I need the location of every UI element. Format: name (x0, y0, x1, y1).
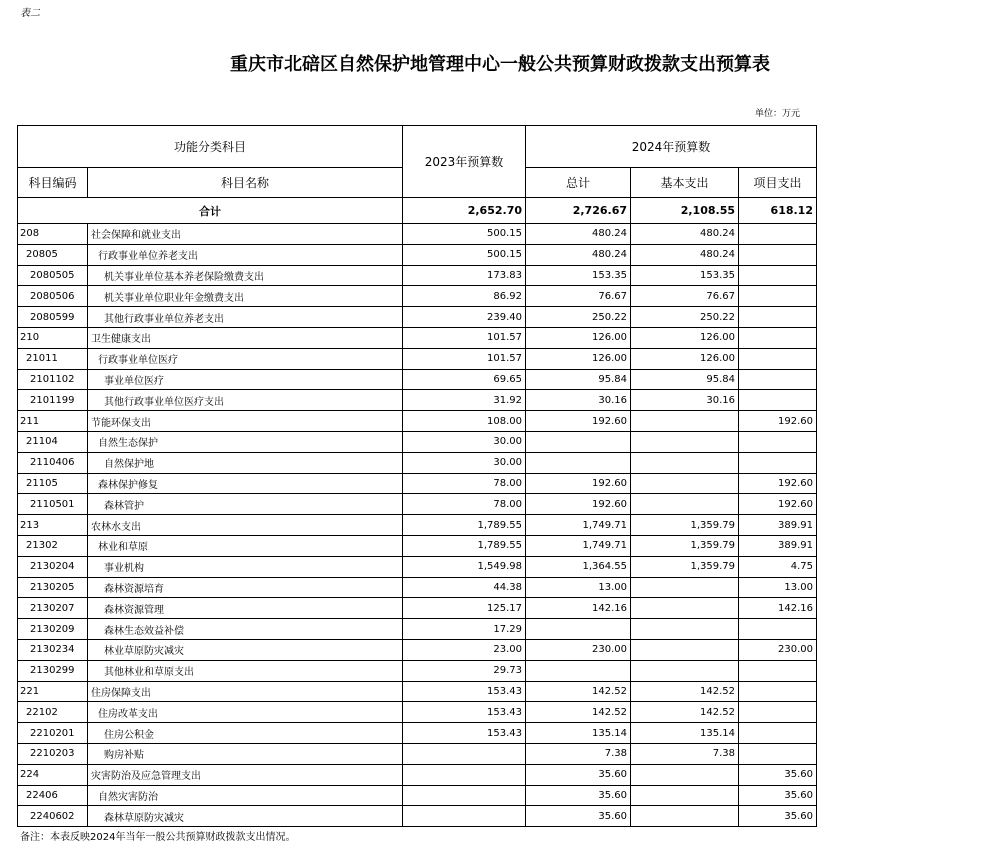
row-2023: 500.15 (403, 224, 526, 245)
row-code: 2240602 (18, 806, 88, 827)
table-row (18, 265, 817, 286)
row-2024-project: 389.91 (739, 535, 817, 556)
row-code: 22406 (18, 785, 88, 806)
row-2024-total: 1,749.71 (526, 515, 631, 536)
row-name: 行政事业单位医疗 (88, 348, 403, 369)
row-name: 社会保障和就业支出 (88, 224, 403, 245)
row-name: 森林生态效益补偿 (88, 619, 403, 640)
row-2024-basic (631, 411, 739, 432)
row-2024-basic (631, 431, 739, 452)
row-2023: 101.57 (403, 348, 526, 369)
row-2024-basic (631, 577, 739, 598)
row-name: 卫生健康支出 (88, 327, 403, 348)
table-row (18, 743, 817, 764)
total-2024-project: 618.12 (739, 198, 817, 224)
table-row (18, 244, 817, 265)
row-2024-project (739, 265, 817, 286)
row-2024-total (526, 452, 631, 473)
row-2024-basic: 135.14 (631, 723, 739, 744)
row-2024-basic (631, 619, 739, 640)
row-name: 森林草原防灾减灾 (88, 806, 403, 827)
row-2024-total: 35.60 (526, 806, 631, 827)
row-2024-basic: 126.00 (631, 327, 739, 348)
table-row (18, 556, 817, 577)
row-2023: 1,789.55 (403, 535, 526, 556)
row-2023: 125.17 (403, 598, 526, 619)
row-code: 2130207 (18, 598, 88, 619)
row-2023: 69.65 (403, 369, 526, 390)
row-2023: 78.00 (403, 473, 526, 494)
row-2024-basic: 480.24 (631, 244, 739, 265)
table-number-tag: 表二 (20, 8, 40, 19)
row-2024-project: 192.60 (739, 411, 817, 432)
table-row (18, 723, 817, 744)
row-2024-total: 142.52 (526, 681, 631, 702)
row-code: 213 (18, 515, 88, 536)
row-code: 2080505 (18, 265, 88, 286)
row-code: 211 (18, 411, 88, 432)
table-row (18, 327, 817, 348)
row-name: 自然灾害防治 (88, 785, 403, 806)
row-2024-project: 4.75 (739, 556, 817, 577)
header-total: 总计 (526, 168, 631, 198)
row-2024-total: 7.38 (526, 743, 631, 764)
row-2023: 30.00 (403, 431, 526, 452)
row-2024-project (739, 286, 817, 307)
row-name: 机关事业单位职业年金缴费支出 (88, 286, 403, 307)
row-2024-project: 230.00 (739, 639, 817, 660)
row-code: 2130205 (18, 577, 88, 598)
row-2024-total: 126.00 (526, 348, 631, 369)
row-2024-project (739, 619, 817, 640)
row-2024-project: 389.91 (739, 515, 817, 536)
row-2023: 86.92 (403, 286, 526, 307)
table-row (18, 764, 817, 785)
header-func-category: 功能分类科目 (18, 126, 403, 168)
row-name: 自然生态保护 (88, 431, 403, 452)
table-row (18, 224, 817, 245)
row-name: 事业单位医疗 (88, 369, 403, 390)
row-2023: 78.00 (403, 494, 526, 515)
row-name: 住房改革支出 (88, 702, 403, 723)
row-2024-total: 142.52 (526, 702, 631, 723)
row-name: 其他林业和草原支出 (88, 660, 403, 681)
row-2024-basic: 1,359.79 (631, 515, 739, 536)
row-2024-basic: 480.24 (631, 224, 739, 245)
row-2023 (403, 785, 526, 806)
row-name: 自然保护地 (88, 452, 403, 473)
row-2024-project (739, 743, 817, 764)
data-rows (18, 224, 817, 827)
row-2024-total: 76.67 (526, 286, 631, 307)
row-code: 20805 (18, 244, 88, 265)
table-row (18, 348, 817, 369)
row-2023 (403, 743, 526, 764)
row-2024-total: 1,749.71 (526, 535, 631, 556)
row-2024-project (739, 431, 817, 452)
row-code: 2110406 (18, 452, 88, 473)
header-2024-budget: 2024年预算数 (526, 126, 817, 168)
row-name: 森林资源培育 (88, 577, 403, 598)
total-2024-total: 2,726.67 (526, 198, 631, 224)
row-code: 2130204 (18, 556, 88, 577)
header-project: 项目支出 (739, 168, 817, 198)
row-2023: 17.29 (403, 619, 526, 640)
row-2024-project (739, 452, 817, 473)
table-row (18, 307, 817, 328)
header-code: 科目编码 (18, 168, 88, 198)
row-2023: 30.00 (403, 452, 526, 473)
row-2024-project: 192.60 (739, 473, 817, 494)
table-row (18, 494, 817, 515)
row-2024-basic: 30.16 (631, 390, 739, 411)
row-name: 森林资源管理 (88, 598, 403, 619)
row-code: 208 (18, 224, 88, 245)
row-2024-basic: 142.52 (631, 702, 739, 723)
row-2024-project: 13.00 (739, 577, 817, 598)
row-2024-total: 192.60 (526, 473, 631, 494)
total-2023: 2,652.70 (403, 198, 526, 224)
row-2023: 29.73 (403, 660, 526, 681)
row-code: 2101102 (18, 369, 88, 390)
row-2024-total: 230.00 (526, 639, 631, 660)
row-2024-project (739, 369, 817, 390)
row-code: 224 (18, 764, 88, 785)
row-2024-basic: 1,359.79 (631, 556, 739, 577)
row-name: 林业和草原 (88, 535, 403, 556)
row-code: 2210201 (18, 723, 88, 744)
row-2024-project (739, 224, 817, 245)
row-2024-total: 480.24 (526, 244, 631, 265)
row-2024-project: 35.60 (739, 785, 817, 806)
row-2024-project (739, 307, 817, 328)
row-2024-basic: 76.67 (631, 286, 739, 307)
row-2024-total: 135.14 (526, 723, 631, 744)
row-code: 2130209 (18, 619, 88, 640)
row-2023 (403, 806, 526, 827)
row-2023 (403, 764, 526, 785)
row-2024-project: 35.60 (739, 764, 817, 785)
row-code: 2080506 (18, 286, 88, 307)
table-row (18, 577, 817, 598)
row-2024-project (739, 244, 817, 265)
row-2024-total (526, 660, 631, 681)
row-2024-total: 192.60 (526, 411, 631, 432)
table-row (18, 598, 817, 619)
row-code: 2130299 (18, 660, 88, 681)
row-2024-total: 95.84 (526, 369, 631, 390)
row-2024-basic (631, 785, 739, 806)
row-2024-project: 142.16 (739, 598, 817, 619)
row-2024-total: 30.16 (526, 390, 631, 411)
table-row (18, 473, 817, 494)
row-2024-basic (631, 452, 739, 473)
row-2024-basic: 250.22 (631, 307, 739, 328)
table-row (18, 286, 817, 307)
table-row (18, 515, 817, 536)
row-2024-total: 480.24 (526, 224, 631, 245)
row-name: 住房保障支出 (88, 681, 403, 702)
row-2024-basic (631, 806, 739, 827)
row-name: 森林管护 (88, 494, 403, 515)
row-2024-basic (631, 598, 739, 619)
row-2024-total: 142.16 (526, 598, 631, 619)
row-code: 2110501 (18, 494, 88, 515)
row-2024-basic: 7.38 (631, 743, 739, 764)
row-2023: 44.38 (403, 577, 526, 598)
table-row (18, 369, 817, 390)
row-2023: 31.92 (403, 390, 526, 411)
row-2024-basic: 126.00 (631, 348, 739, 369)
table-row (18, 411, 817, 432)
total-label: 合计 (18, 198, 403, 224)
total-row (18, 198, 817, 224)
row-2024-basic (631, 494, 739, 515)
row-2024-basic: 95.84 (631, 369, 739, 390)
row-name: 农林水支出 (88, 515, 403, 536)
row-2023: 500.15 (403, 244, 526, 265)
row-2024-total: 13.00 (526, 577, 631, 598)
table-row (18, 452, 817, 473)
row-2024-basic (631, 660, 739, 681)
row-2024-project: 192.60 (739, 494, 817, 515)
row-name: 住房公积金 (88, 723, 403, 744)
row-2024-total (526, 431, 631, 452)
unit-label: 单位：万元 (754, 109, 800, 119)
row-2024-project (739, 327, 817, 348)
table-row (18, 660, 817, 681)
row-name: 购房补贴 (88, 743, 403, 764)
row-name: 森林保护修复 (88, 473, 403, 494)
row-code: 22102 (18, 702, 88, 723)
row-2023: 108.00 (403, 411, 526, 432)
row-2024-total (526, 619, 631, 640)
table-row (18, 681, 817, 702)
table-row (18, 390, 817, 411)
row-name: 行政事业单位养老支出 (88, 244, 403, 265)
row-2023: 101.57 (403, 327, 526, 348)
budget-table (17, 125, 817, 827)
row-code: 221 (18, 681, 88, 702)
row-code: 21011 (18, 348, 88, 369)
row-2023: 23.00 (403, 639, 526, 660)
row-2024-basic (631, 764, 739, 785)
row-name: 其他行政事业单位养老支出 (88, 307, 403, 328)
table-row (18, 806, 817, 827)
row-2024-basic: 142.52 (631, 681, 739, 702)
row-2024-project (739, 702, 817, 723)
row-2024-total: 126.00 (526, 327, 631, 348)
row-code: 21105 (18, 473, 88, 494)
table-row (18, 619, 817, 640)
header-name: 科目名称 (88, 168, 403, 198)
row-code: 210 (18, 327, 88, 348)
row-2024-total: 35.60 (526, 764, 631, 785)
row-name: 其他行政事业单位医疗支出 (88, 390, 403, 411)
row-2023: 1,549.98 (403, 556, 526, 577)
total-2024-basic: 2,108.55 (631, 198, 739, 224)
row-code: 2101199 (18, 390, 88, 411)
row-code: 2130234 (18, 639, 88, 660)
table-row (18, 785, 817, 806)
table-row (18, 431, 817, 452)
table-row (18, 535, 817, 556)
row-2023: 1,789.55 (403, 515, 526, 536)
row-2024-total: 192.60 (526, 494, 631, 515)
row-2024-total: 153.35 (526, 265, 631, 286)
row-2023: 153.43 (403, 723, 526, 744)
row-name: 林业草原防灾减灾 (88, 639, 403, 660)
row-2024-project (739, 660, 817, 681)
row-code: 21104 (18, 431, 88, 452)
row-name: 灾害防治及应急管理支出 (88, 764, 403, 785)
header-basic: 基本支出 (631, 168, 739, 198)
row-2024-project (739, 348, 817, 369)
row-2024-basic: 153.35 (631, 265, 739, 286)
row-code: 21302 (18, 535, 88, 556)
row-code: 2210203 (18, 743, 88, 764)
row-2023: 239.40 (403, 307, 526, 328)
row-2024-project: 35.60 (739, 806, 817, 827)
row-2024-basic (631, 639, 739, 660)
table-row (18, 639, 817, 660)
row-2024-total: 250.22 (526, 307, 631, 328)
row-2024-project (739, 681, 817, 702)
row-code: 2080599 (18, 307, 88, 328)
footnote: 备注：本表反映2024年当年一般公共预算财政拨款支出情况。 (20, 832, 296, 843)
table-row (18, 702, 817, 723)
row-name: 机关事业单位基本养老保险缴费支出 (88, 265, 403, 286)
row-2023: 153.43 (403, 702, 526, 723)
row-2024-project (739, 390, 817, 411)
row-2023: 153.43 (403, 681, 526, 702)
header-2023-budget: 2023年预算数 (403, 126, 526, 198)
page-title: 重庆市北碚区自然保护地管理中心一般公共预算财政拨款支出预算表 (230, 54, 770, 75)
row-name: 事业机构 (88, 556, 403, 577)
row-2024-total: 1,364.55 (526, 556, 631, 577)
row-2024-basic (631, 473, 739, 494)
row-2024-project (739, 723, 817, 744)
row-2024-total: 35.60 (526, 785, 631, 806)
row-2024-basic: 1,359.79 (631, 535, 739, 556)
row-2023: 173.83 (403, 265, 526, 286)
row-name: 节能环保支出 (88, 411, 403, 432)
